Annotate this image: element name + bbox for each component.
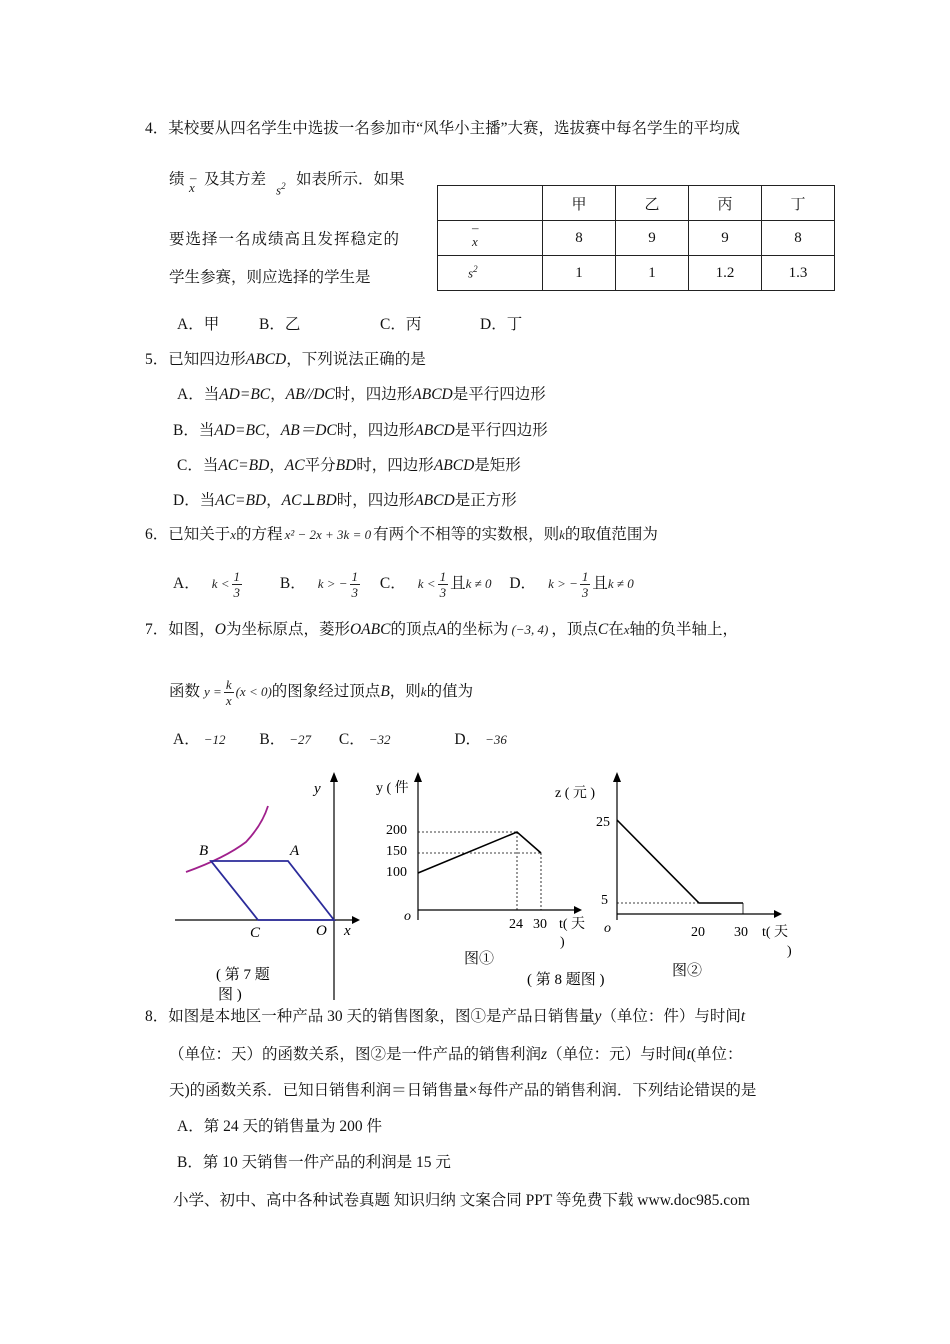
fig7-label-b: B [199,843,209,859]
fig7-hyperbola [186,806,268,872]
fraction: $\frac{1}{3}$ [351,568,359,600]
fig8l-tick-150: 150 [386,844,407,859]
fig7-y-arrow [330,772,338,782]
variance-symbol: $s^2$ [276,181,286,198]
fig8r-t-label: t( 天 [762,925,789,940]
q5-option-b: B．当AD=BC，AB＝DC时，四边形ABCD是平行四边形 [173,422,548,439]
table-cell: 1 [543,256,616,291]
q4-option-a: A．甲 [177,316,220,333]
q4-option-d: D．丁 [480,316,523,333]
fig7-caption-2: 图 ) [218,987,242,1003]
table-cell: 乙 [616,186,689,221]
q5-option-c: C．当AC=BD，AC平分BD时，四边形ABCD是矩形 [177,457,521,474]
q4-line2c: 如表所示．如果 [296,171,405,188]
table-cell: 1.3 [762,256,835,291]
table-cell: 9 [616,221,689,256]
figure-7 [175,772,360,1003]
fig7-label-a: A [290,843,300,859]
q4-option-c: C．丙 [380,316,422,333]
q4-line3: 要选择一名成绩高且发挥稳定的 [169,231,401,248]
q7-options: A． −12 B． −27 C． −32 D． −36 [173,731,507,748]
fig8l-t-label-2: ) [560,935,565,950]
fig8r-x-arrow [774,910,782,918]
table-cell: 8 [543,221,616,256]
table-cell: 丁 [762,186,835,221]
fraction: $\frac{1}{3}$ [439,568,447,600]
fig8r-tick-5: 5 [601,893,608,908]
fig8l-y-arrow [414,772,422,782]
q4-option-b: B．乙 [259,316,301,333]
fraction: $\frac{1}{3}$ [233,568,240,600]
fig8r-origin: o [604,921,611,936]
fig8l-t-label: t( 天 [559,917,586,932]
q5-option-d: D．当AC=BD，AC⊥BD时，四边形ABCD是正方形 [173,492,517,509]
table-cell: 9 [689,221,762,256]
fig8r-tick-30: 30 [734,925,748,940]
fig8l-caption: 图① [464,951,495,967]
fraction: $\frac{k}{x}$ [225,676,232,708]
fig8r-t-label-2: ) [787,944,792,959]
fig8l-x-arrow [574,906,582,914]
q4-line1: 4．某校要从四名学生中选拔一名参加市“风华小主播”大赛，选拔赛中每名学生的平均成 [145,120,741,137]
fig8r-caption: 图② [672,963,703,979]
q8-option-a: A．第 24 天的销售量为 200 件 [177,1118,382,1135]
q4-line4: 学生参赛，则应选择的学生是 [169,269,371,286]
q8-line2: （单位：天）的函数关系，图②是一件产品的销售利润z（单位：元）与时间t(单位： [169,1046,743,1063]
fig7-label-y: y [314,781,321,797]
q8-option-b: B．第 10 天销售一件产品的利润是 15 元 [177,1154,451,1171]
fig8l-tick-100: 100 [386,865,407,880]
q8-line1: 8．如图是本地区一种产品 30 天的销售图象，图①是产品日销售量y（单位：件）与时间t [145,1008,746,1025]
fraction: $\frac{1}{3}$ [581,568,589,600]
table-cell-mean-label: – x [438,221,543,256]
table-cell: 甲 [543,186,616,221]
q8-line3: 天)的函数关系．已知日销售利润＝日销售量×每件产品的销售利润．下列结论错误的是 [169,1082,757,1099]
figure-8-right [555,772,792,979]
fig7-rhombus [211,861,334,920]
fig8-caption: ( 第 8 题图 ) [527,972,605,988]
q7-line2: 函数 y = $\frac{k}{x}$ (x < 0)的图象经过顶点B，则k的值为 [169,676,474,708]
table-cell: 1.2 [689,256,762,291]
fig7-x-arrow [352,916,360,924]
table-cell: 1 [616,256,689,291]
table-cell-var-label: $s^2$ [438,256,543,291]
fig8l-tick-30: 30 [533,917,547,932]
fig7-caption-1: ( 第 7 题 [216,967,270,983]
fig7-label-c: C [250,925,261,941]
table-cell: 8 [762,221,835,256]
fig8r-tick-20: 20 [691,925,705,940]
q6-stem: 6．已知关于x的方程 x² − 2x + 3k = 0 有两个不相等的实数根，则k的取值范围为 [145,526,658,543]
q5-option-a: A．当AD=BC，AB//DC时，四边形ABCD是平行四边形 [177,386,546,403]
fig8r-y-arrow [613,772,621,782]
fig8l-origin: o [404,909,411,924]
q4-line2b: 及其方差 [204,171,267,188]
footer-text: 小学、初中、高中各种试卷真题 知识归纳 文案合同 PPT 等免费下载 www.doc985.com [173,1192,750,1209]
fig7-label-x: x [344,923,351,939]
figure-8-left [376,772,585,967]
fig8l-series-line [418,832,541,873]
q6-options: A． k < $\frac{1}{3}$ B． k > − $\frac{1}{3}$ C． k < $\frac{1}{3}$ 且k ≠ 0 D． k > − $\frac{1}{3}$ 且k ≠ 0 [173,568,634,600]
q4-line2: 绩 [169,171,185,188]
fig7-label-o: O [316,923,327,939]
mean-symbol: – x [189,170,197,195]
fig8l-tick-24: 24 [509,917,523,932]
fig8l-tick-200: 200 [386,823,407,838]
fig8r-z-label: z ( 元 ) [555,786,596,801]
fig8l-y-label: y ( 件 [376,781,409,796]
table-cell: 丙 [689,186,762,221]
fig8r-series-line [617,820,743,903]
q7-line1: 7．如图，O为坐标原点，菱形OABC的顶点A的坐标为 (−3, 4) ，顶点C在x轴的负半轴上， [145,621,739,638]
fig8r-tick-25: 25 [596,815,610,830]
q5-stem: 5．已知四边形ABCD，下列说法正确的是 [145,351,426,368]
